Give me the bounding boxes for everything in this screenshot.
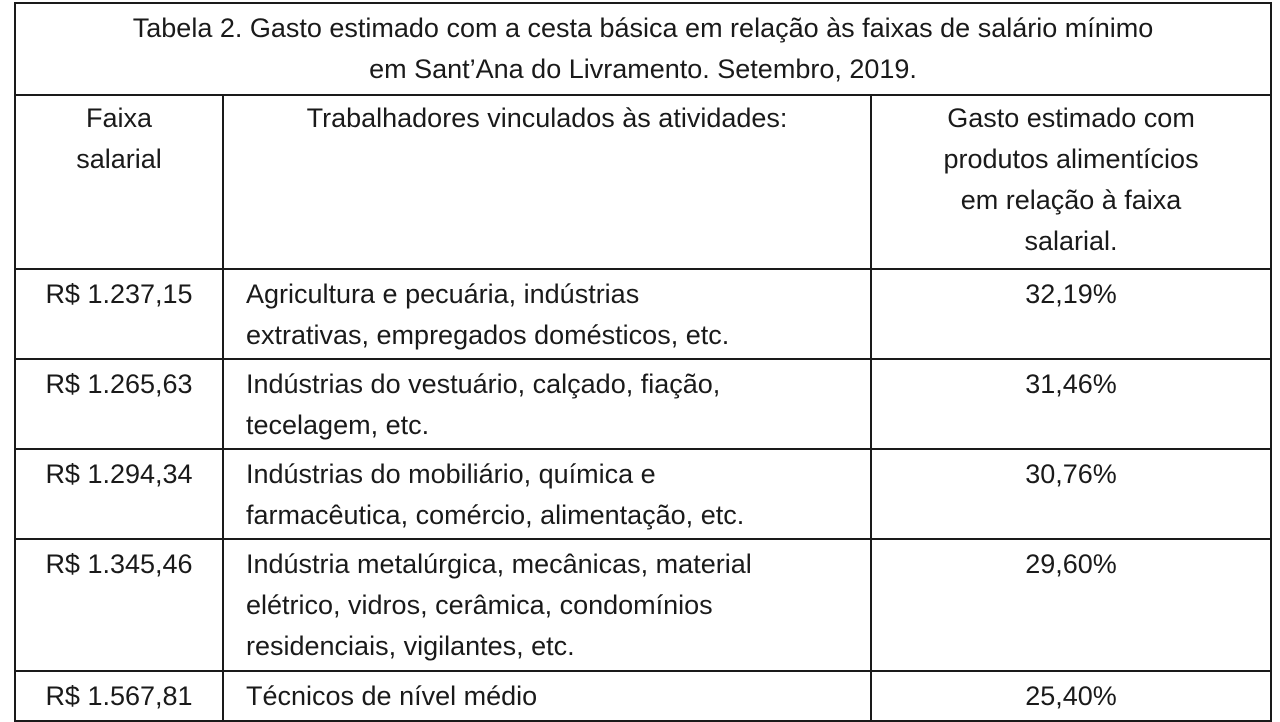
cell-faixa: R$ 1.345,46 (15, 539, 223, 671)
cell-gasto: 29,60% (871, 539, 1271, 671)
table-row (15, 671, 1271, 721)
header-text: salarial (76, 144, 162, 174)
cell-faixa: R$ 1.237,15 (15, 269, 223, 359)
cell-text: tecelagem, etc. (246, 410, 430, 440)
cell-text: Indústrias do vestuário, calçado, fiação, (246, 369, 721, 399)
header-text: Trabalhadores vinculados às atividades: (306, 103, 788, 133)
table-caption-row (15, 3, 1271, 95)
cell-atividades (223, 359, 871, 449)
header-text: Faixa (85, 103, 153, 133)
cell-gasto: 25,40% (871, 671, 1271, 721)
header-faixa-salarial (15, 95, 223, 269)
header-text: em relação à faixa (960, 185, 1182, 215)
caption-line-1: Tabela 2. Gasto estimado com a cesta básica em relação às faixas de salário mínimo (132, 13, 1154, 43)
table-row (15, 269, 1271, 359)
header-text: Gasto estimado com (947, 103, 1195, 133)
cell-text: Técnicos de nível médio (246, 681, 538, 711)
header-text: produtos alimentícios (943, 144, 1199, 174)
cell-gasto: 31,46% (871, 359, 1271, 449)
cell-atividades (223, 539, 871, 671)
cell-text: extrativas, empregados domésticos, etc. (246, 320, 730, 350)
cell-text: farmacêutica, comércio, alimentação, etc. (246, 500, 745, 530)
cell-gasto: 32,19% (871, 269, 1271, 359)
cell-atividades (223, 671, 871, 721)
header-atividades (223, 95, 871, 269)
caption-line-2: em Sant’Ana do Livramento. Setembro, 2019. (369, 54, 917, 84)
cell-faixa: R$ 1.294,34 (15, 449, 223, 539)
header-gasto-estimado (871, 95, 1271, 269)
cell-text: Indústrias do mobiliário, química e (246, 459, 656, 489)
table-header-row (15, 95, 1271, 269)
cell-gasto: 30,76% (871, 449, 1271, 539)
cell-text: elétrico, vidros, cerâmica, condomínios (246, 590, 713, 620)
cell-text: residenciais, vigilantes, etc. (246, 631, 575, 661)
table-caption (15, 3, 1271, 95)
table-row (15, 449, 1271, 539)
cell-atividades (223, 269, 871, 359)
cell-text: Indústria metalúrgica, mecânicas, material (246, 549, 752, 579)
header-text: salarial. (1024, 226, 1118, 256)
cell-atividades (223, 449, 871, 539)
table-row (15, 359, 1271, 449)
cell-faixa: R$ 1.265,63 (15, 359, 223, 449)
cell-text: Agricultura e pecuária, indústrias (246, 279, 640, 309)
data-table (14, 2, 1272, 722)
table-row (15, 539, 1271, 671)
cell-faixa: R$ 1.567,81 (15, 671, 223, 721)
